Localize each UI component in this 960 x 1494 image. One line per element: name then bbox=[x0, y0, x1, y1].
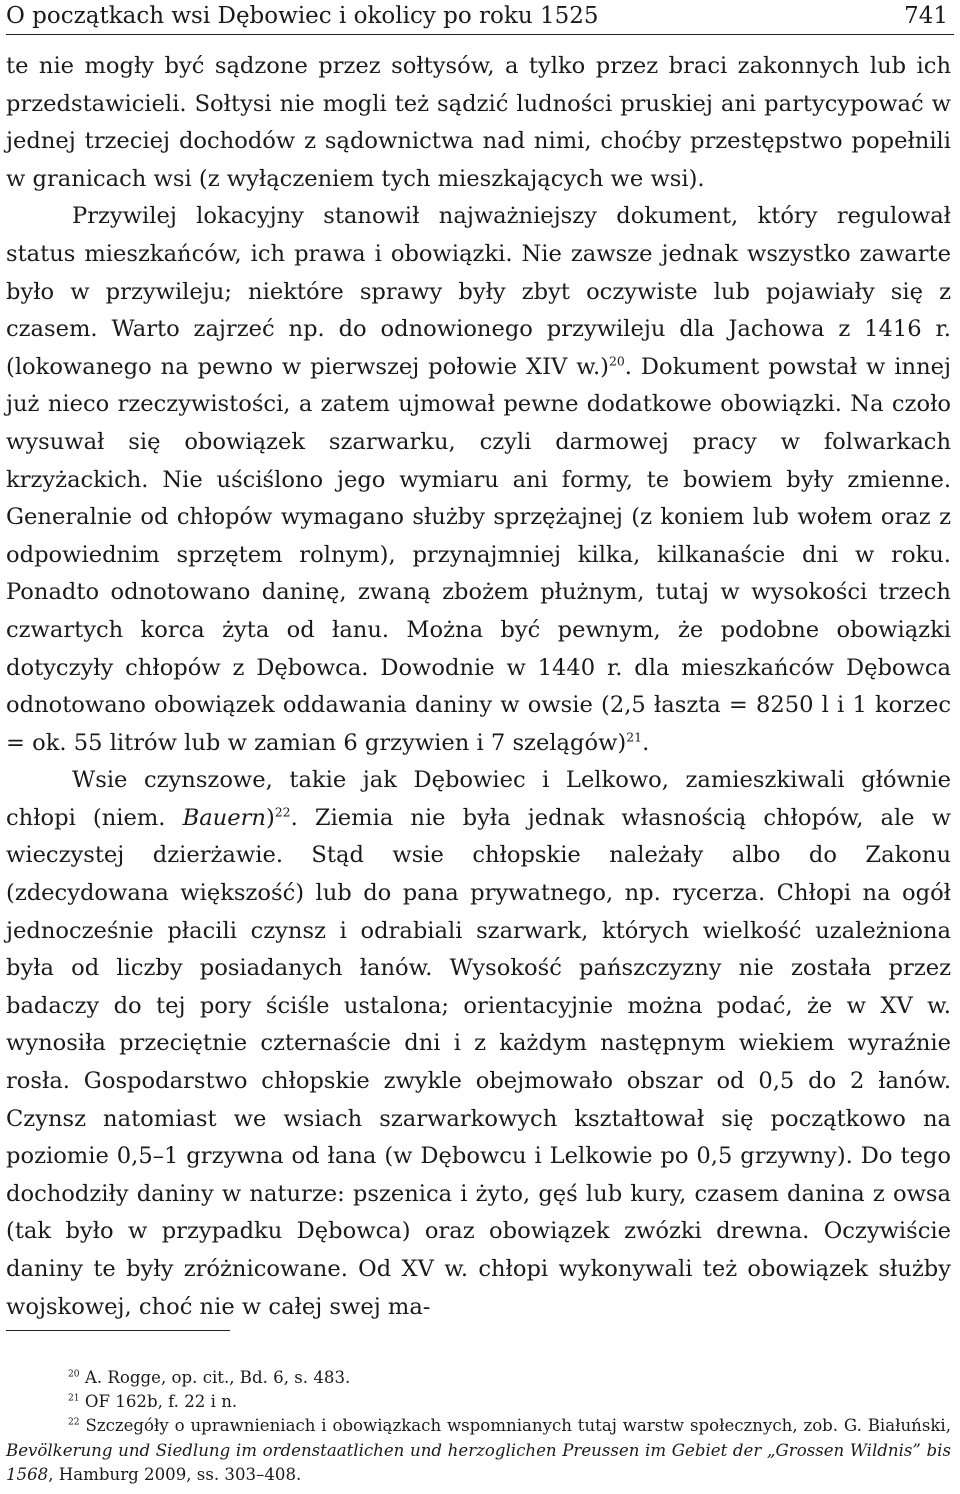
paragraph-text: Wsie czynszowe, takie jak Dębowiec i Lelkowo, zamieszkiwali głównie chłopi (niem. bbox=[6, 767, 951, 831]
footnote bbox=[6, 1366, 951, 1390]
footnote bbox=[6, 1390, 951, 1414]
footnote-text: OF 162b, f. 22 i n. bbox=[79, 1392, 238, 1412]
paragraph-text: Przywilej lokacyjny stanowił najważniejszy dokument, który regulował status mieszkańców, ich prawa i obowiązki. Nie zawsze jednak wszystko zawarte było w przywileju; niektóre sprawy były zbyt oczywiste lub pojawiały się z czasem. Warto zajrzeć np. do odnowionego przywileju dla Jachowa z 1416 r. (lokowanego na pewno w pierwszej połowie XIV w.) bbox=[6, 203, 951, 380]
paragraph-footnote-ref: 20 bbox=[608, 353, 625, 369]
footnotes bbox=[6, 1366, 951, 1487]
footnote-text: , Hamburg 2009, ss. 303–408. bbox=[48, 1464, 302, 1484]
footnote bbox=[6, 1414, 951, 1487]
page-number: 741 bbox=[904, 3, 948, 29]
footnote-footnote-ref: 20 bbox=[68, 1369, 80, 1380]
paragraph bbox=[6, 198, 951, 762]
paragraph-text: te nie mogły być sądzone przez sołtysów, a tylko przez braci zakonnych lub ich przedstawicieli. Sołtysi nie mogli też sądzić ludności pruskiej ani partycypować w jednej trzeciej dochodów z sądownictwa nad nimi, choćby przestępstwo popełnili w granicach wsi (z wyłączeniem tych mieszkających we wsi). bbox=[6, 53, 951, 192]
body-text bbox=[6, 48, 951, 1326]
footnote-footnote-ref: 22 bbox=[68, 1417, 80, 1428]
footnote-italic-text: Bevölkerung und Siedlung im ordenstaatlichen und herzoglichen Preussen im Gebiet der „Grossen Wildnis” bis 1568 bbox=[6, 1440, 951, 1484]
paragraph bbox=[6, 762, 951, 1326]
paragraph-text: ) bbox=[265, 804, 275, 831]
paragraph-text: . Dokument powstał w innej już nieco rzeczywistości, a zatem ujmował pewne dodatkowe obowiązki. Na czoło wysuwał się obowiązek szarwarku, czyli darmowej pracy w folwarkach krzyżackich. Nie uściślono jego wymiaru ani formy, te bowiem były zmienne. Generalnie od chłopów wymagano służby sprzężajnej (z koniem lub wołem oraz z odpowiednim sprzętem rolnym), przynajmniej kilka, kilkanaście dni w roku. Ponadto odnotowano daninę, zwaną zbożem płużnym, tutaj w wysokości trzech czwartych korca żyta od łanu. Można być pewnym, że podobne obowiązki dotyczyły chłopów z Dębowca. Dowodnie w 1440 r. dla mieszkańców Dębowca odnotowano obowiązek oddawania daniny w owsie (2,5 łaszta = 8250 l i 1 korzec = ok. 55 litrów lub w zamian 6 grzywien i 7 szelągów) bbox=[6, 353, 951, 756]
header-rule bbox=[6, 34, 954, 35]
footnote-text: A. Rogge, op. cit., Bd. 6, s. 483. bbox=[79, 1368, 351, 1387]
footnote-separator bbox=[6, 1330, 230, 1331]
paragraph-footnote-ref: 21 bbox=[626, 729, 643, 745]
paragraph-italic-text: Bauern bbox=[182, 804, 266, 831]
paragraph-footnote-ref: 22 bbox=[274, 804, 291, 820]
footnote-footnote-ref: 21 bbox=[68, 1393, 80, 1404]
running-header bbox=[6, 0, 954, 34]
footnote-text: Szczegóły o uprawnieniach i obowiązkach wspomnianych tutaj warstw społecznych, zob. G. Białuński, bbox=[79, 1416, 951, 1436]
paragraph-text: . bbox=[642, 729, 650, 756]
running-title: O początkach wsi Dębowiec i okolicy po roku 1525 bbox=[6, 3, 599, 29]
paragraph bbox=[6, 48, 951, 198]
paragraph-text: . Ziemia nie była jednak własnością chłopów, ale w wieczystej dzierżawie. Stąd wsie chłopskie należały albo do Zakonu (zdecydowana większość) lub do pana prywatnego, np. rycerza. Chłopi na ogół jednocześnie płacili czynsz i odrabiali szarwark, których wielkość uzależniona była od liczby posiadanych łanów. Wysokość pańszczyzny nie została przez badaczy do tej pory ściśle ustalona; orientacyjnie można podać, że w XV w. wynosiła przeciętnie czternaście dni i z każdym następnym wiekiem wyraźnie rosła. Gospodarstwo chłopskie zwykle obejmowało obszar od 0,5 do 2 łanów. Czynsz natomiast we wsiach szarwarkowych kształtował się początkowo na poziomie 0,5–1 grzywna od łana (w Dębowcu i Lelkowie po 0,5 grzywny). Do tego dochodziły daniny w naturze: pszenica i żyto, gęś lub kury, czasem danina z owsa (tak było w przypadku Dębowca) oraz obowiązek zwózki drewna. Oczywiście daniny te były zróżnicowane. Od XV w. chłopi wykonywali też obowiązek służby wojskowej, choć nie w całej swej ma- bbox=[6, 804, 951, 1320]
